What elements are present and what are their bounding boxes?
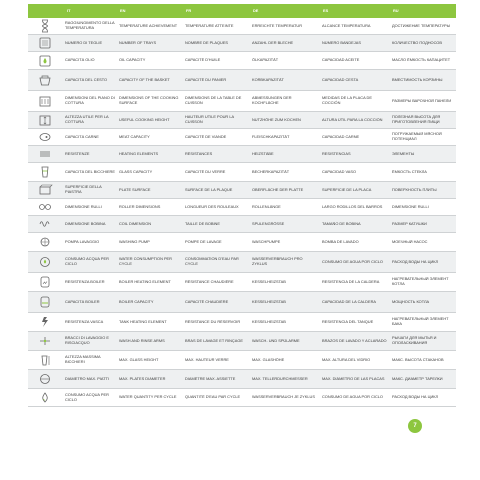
cell-en: MAX. GLASS HEIGHT — [119, 357, 159, 362]
cell-ru: МОЩНОСТЬ КОТЛА — [392, 299, 430, 304]
cell-ru: МАСЛО ЁМКОСТЬ КАПАЦИТЕТ — [392, 58, 451, 63]
cell-fr: CAPACITÉ D'HUILE — [185, 58, 221, 63]
plate-icon — [28, 183, 62, 197]
cell-en: MAX. PLATES DIAMETER — [119, 376, 166, 381]
cell-ru: ПОЛЕЗНАЯ ВЫСОТА ДЛЯ ПРИГОТОВЛЕНИЯ ПИЩИ — [392, 115, 441, 124]
cell-it: NUMERO DI TEGLIE — [65, 40, 103, 45]
cell-es: ALTURA ÚTIL PARA LA COCCIÓN — [322, 117, 383, 122]
cell-es: RESISTENCIAS — [322, 151, 351, 156]
cell-en: USEFUL COOKING HEIGHT — [119, 117, 170, 122]
table-row — [28, 389, 456, 407]
cell-en: BOILER CAPACITY — [119, 299, 154, 304]
coil-icon — [28, 217, 62, 231]
cell-fr: RÉSISTANCE DU RÉSERVOIR — [185, 319, 241, 324]
cell-fr: CAPACITÉ DE VIANDE — [185, 134, 227, 139]
cell-ru: ЭЛЕМЕНТЫ — [392, 151, 415, 156]
cell-fr: SURFACE DE LA PLAQUE — [185, 187, 233, 192]
glass-height-icon — [28, 353, 62, 367]
cell-ru: РАЗМЕР КАТУШКИ — [392, 221, 427, 226]
meat-icon — [28, 130, 62, 144]
cell-es: MAX. ALTURA DEL VIDRIO — [322, 357, 371, 362]
cell-fr: CONSOMMATION D'EAU PAR CYCLE — [185, 257, 239, 266]
table-row — [28, 35, 456, 52]
cell-de: KESSELHEIZSTAB — [252, 279, 286, 284]
cell-ru: МАКС. ДИАМЕТР ТАРЕЛКИ — [392, 376, 443, 381]
cell-es: MAX. DIÁMETRO DE LAS PLACAS — [322, 376, 385, 381]
table-row — [28, 91, 456, 112]
cell-ru: НАГРЕВАТЕЛЬНЫЙ ЭЛЕМЕНТ БАКА — [392, 317, 449, 326]
cell-it: DIMENSIONI DEL PIANO DI COTTURA — [65, 96, 115, 105]
cell-en: TANK HEATING ELEMENT — [119, 319, 167, 324]
cell-de: ANZAHL DER BLECHE — [252, 40, 294, 45]
cell-fr: POMPE DE LAVAGE — [185, 239, 222, 244]
trays-icon — [28, 36, 62, 50]
cell-it: ALTEZZA MASSIMA BICCHIERI — [65, 355, 101, 364]
cell-fr: TEMPERATURE ATTEINTE — [185, 23, 234, 28]
cell-it: RESISTENZE — [65, 151, 90, 156]
cell-it: BRACCI DI LAVAGGIO E RISCIACQUO — [65, 336, 109, 345]
cell-de: MAX. GLASHÖHE — [252, 357, 285, 362]
table-row — [28, 182, 456, 199]
cell-fr: CAPACITÉ DU PANIER — [185, 77, 227, 82]
cell-de: ÖLKAPAZITÄT — [252, 58, 279, 63]
cell-es: BOMBA DE LAVADO — [322, 239, 359, 244]
header-es: ES — [323, 8, 329, 13]
header-de: DE — [253, 8, 259, 13]
cell-fr: DIAMÈTRE MAX. ASSIETTE — [185, 376, 236, 381]
cell-it: ALTEZZA UTILE PER LA COTTURA — [65, 115, 109, 124]
cell-it: DIMENSIONE BOBINA — [65, 221, 106, 226]
pump-icon — [28, 235, 62, 249]
cell-it: CAPACITÀ OLIO — [65, 58, 95, 63]
plate-diameter-icon — [28, 372, 62, 386]
cell-es: MEDIDAS DE LA PLACA DE COCCIÓN — [322, 96, 372, 105]
cell-ru: ПОВЕРХНОСТЬ ПЛИТЫ — [392, 187, 437, 192]
cell-es: CONSUMO DE AGUA POR CICLO — [322, 395, 383, 400]
cell-en: WATER CONSUMPTION PER CYCLE — [119, 257, 172, 266]
cell-ru: КОЛИЧЕСТВО ПОДНОСОВ — [392, 40, 442, 45]
cell-it: DIAMETRO MAX. PIATTI — [65, 376, 110, 381]
cell-it: CAPACITÀ BOILER — [65, 299, 100, 304]
cell-it: CAPACITÀ DEL BICCHIERE — [65, 169, 115, 174]
cell-it: CAPACITÀ DEL CESTO — [65, 77, 108, 82]
cell-it: CONSUMO ACQUA PER CICLO — [65, 257, 109, 266]
water-consumption-icon — [28, 391, 62, 405]
cell-fr: NOMBRE DE PLAQUES — [185, 40, 229, 45]
cell-fr: CAPACITÉ DU VERRE — [185, 169, 226, 174]
cell-de: SPULENGRÖSSE — [252, 221, 285, 226]
cell-es: CAPACIDAD CESTA — [322, 77, 359, 82]
roller-icon — [28, 200, 62, 214]
cell-de: WASSERVERBRAUCH JE ZYKLUS — [252, 395, 315, 400]
cell-es: CAPACIDAD CARNE — [322, 134, 360, 139]
table-header — [28, 4, 456, 18]
glass-icon — [28, 165, 62, 179]
cell-ru: МАКС. ВЫСОТА СТАКАНОВ — [392, 357, 444, 362]
cell-fr: HAUTEUR UTILE POUR LA CUISSON — [185, 115, 234, 124]
cell-de: OBERFLÄCHE DER PLATTE — [252, 187, 304, 192]
cell-ru: РАСХОД ВОДЫ НА ЦИКЛ — [392, 259, 439, 264]
cell-en: DIMENSIONS OF THE COOKING SURFACE — [119, 96, 179, 105]
cell-de: KORBKAPAZITÄT — [252, 77, 284, 82]
cell-en: TEMPERATURE ACHIEVEMENT — [119, 23, 178, 28]
header-en: EN — [120, 8, 126, 13]
table-row — [28, 146, 456, 163]
cell-ru: НАГРЕВАТЕЛЬНЫЙ ЭЛЕМЕНТ КОТЛА — [392, 277, 449, 286]
cell-en: COIL DIMENSION — [119, 221, 152, 226]
page-number: 7 — [408, 419, 422, 433]
table-row — [28, 233, 456, 252]
cell-es: NÚMERO BANDEJAS — [322, 40, 361, 45]
cell-de: ABMESSUNGEN DER KOCHFLÄCHE — [252, 96, 292, 105]
cell-fr: DIMENSIONS DE LA TABLE DE CUISSON — [185, 96, 242, 105]
cell-de: NUTZHÖHE ZUM KOCHEN — [252, 117, 301, 122]
cell-ru: ДОСТИЖЕНИЕ ТЕМПЕРАТУРЫ — [392, 23, 451, 28]
cell-es: CONSUMO DE AGUA POR CICLO — [322, 259, 383, 264]
cell-it: RESISTENZA VASCA — [65, 319, 104, 324]
table-row — [28, 332, 456, 351]
table-body — [28, 18, 456, 407]
cell-fr: TAILLE DE BOBINE — [185, 221, 220, 226]
cell-it: POMPA LAVAGGIO — [65, 239, 100, 244]
cell-es: RESISTENCIA DE LA CALDERA — [322, 279, 380, 284]
cell-de: FLEISCHKAPAZITÄT — [252, 134, 290, 139]
cell-es: SUPERFICIE DE LA PLACA — [322, 187, 372, 192]
table-row — [28, 70, 456, 91]
table-row — [28, 52, 456, 70]
table-row — [28, 163, 456, 182]
cell-en: WASHING PUMP — [119, 239, 150, 244]
cell-en: HEATING ELEMENTS — [119, 151, 159, 156]
cell-de: MAX. TELLERDURCHMESSER — [252, 376, 308, 381]
cell-de: ROLLENLÄNGE — [252, 204, 281, 209]
cell-ru: РЫЧАГИ ДЛЯ МЫТЬЯ И ОПОЛАСКИВАНИЯ — [392, 336, 437, 345]
cell-en: OIL CAPACITY — [119, 58, 146, 63]
cell-ru: ЁМКОСТЬ СТЕКЛА — [392, 169, 427, 174]
table-row — [28, 112, 456, 129]
oil-drop-icon — [28, 54, 62, 68]
table-row — [28, 273, 456, 292]
cell-en: BOILER HEATING ELEMENT — [119, 279, 171, 284]
cell-en: MEAT CAPACITY — [119, 134, 150, 139]
cell-en: CAPACITY OF THE BASKET — [119, 77, 170, 82]
table-row — [28, 199, 456, 216]
cell-it: DIMENSIONE RULLI — [65, 204, 102, 209]
table-row — [28, 129, 456, 146]
cell-es: BRAZOS DE LAVADO Y ACLARADO — [322, 338, 387, 343]
cell-it: CONSUMO ACQUA PER CICLO — [65, 392, 109, 402]
cell-fr: LONGUEUR DES ROULEAUX — [185, 204, 239, 209]
cell-de: WASCH- UND SPÜLARME — [252, 338, 300, 343]
boiler-icon — [28, 295, 62, 309]
cell-de: BECHERKAPAZITÄT — [252, 169, 290, 174]
cell-en: PLATE SURFACE — [119, 187, 151, 192]
table-row — [28, 351, 456, 370]
cell-ru: РАЗМЕРЫ ВАРОЧНОЙ ПАНЕЛИ — [392, 98, 452, 103]
boiler-element-icon — [28, 275, 62, 289]
cell-en: WASH AND RINSE ARMS — [119, 338, 165, 343]
cell-en: GLASS CAPACITY — [119, 169, 153, 174]
cell-it: RAGGIUNGIMENTO DELLA TEMPERATURA — [65, 21, 115, 30]
cooking-surface-icon — [28, 94, 62, 108]
heating-elements-icon — [28, 147, 62, 161]
cell-de: KESSELHEIZSTAB — [252, 299, 286, 304]
cell-it: RESISTENZA BOILER — [65, 279, 105, 284]
cell-es: CAPACIDAD VASO — [322, 169, 357, 174]
water-cycle-icon — [28, 255, 62, 269]
table-row — [28, 252, 456, 273]
glossary-table — [28, 4, 456, 407]
cell-es: CAPACIDAD ACEITE — [322, 58, 360, 63]
cell-en: ROLLER DIMENSIONS — [119, 204, 161, 209]
cell-es: CAPACIDAD DE LA CALDERA — [322, 299, 376, 304]
cell-es: ALCANCE TEMPERATURA — [322, 23, 371, 28]
tank-element-icon — [28, 315, 62, 329]
cell-de: WASSERVERBRAUCH PRO ZYKLUS — [252, 257, 303, 266]
table-row — [28, 18, 456, 35]
height-icon — [28, 113, 62, 127]
cell-it: SUPERFICIE DELLA PIASTRA — [65, 185, 102, 194]
cell-de: WASCHPUMPE — [252, 239, 281, 244]
header-it: IT — [67, 8, 71, 13]
cell-en: WATER QUANTITY PER CYCLE — [119, 395, 177, 400]
cell-fr: BRAS DE LAVAGE ET RINÇAGE — [185, 338, 243, 343]
table-row — [28, 292, 456, 313]
cell-fr: RÉSISTANCE CHAUDIÈRE — [185, 279, 234, 284]
cell-es: LARGO RODILLOS DEL BARROS — [322, 204, 383, 209]
cell-ru: ПОГРУЖАЕМЫЙ МЯСНОЙ ПОТЕНЦИАЛ — [392, 132, 442, 141]
cell-fr: RÉSISTANCES — [185, 151, 213, 156]
cell-es: RESISTENCIA DEL TANQUE — [322, 319, 374, 324]
cell-ru: МОЕЧНЫЙ НАСОС — [392, 239, 428, 244]
header-ru: RU — [393, 8, 399, 13]
cell-en: NUMBER OF TRAYS — [119, 40, 157, 45]
cell-de: HEIZSTÄBE — [252, 151, 274, 156]
cell-de: ERREICHTE TEMPERATUR — [252, 23, 303, 28]
cell-it: CAPACITÀ CARNE — [65, 134, 99, 139]
cell-ru: РАСХОД ВОДЫ НА ЦИКЛ — [392, 395, 439, 400]
cell-fr: CAPACITÉ CHAUDIÈRE — [185, 299, 229, 304]
cell-fr: QUANTITÉ D'EAU PAR CYCLE — [185, 395, 241, 400]
cell-es: TAMAÑO DE BOBINA — [322, 221, 361, 226]
rinse-arms-icon — [28, 334, 62, 348]
cell-ru: ВМЕСТИМОСТЬ КОРЗИНЫ — [392, 77, 443, 82]
cell-ru: DIMENSIONE RULLI — [392, 204, 429, 209]
basket-icon — [28, 73, 62, 87]
header-fr: FR — [186, 8, 192, 13]
table-row — [28, 313, 456, 332]
cell-de: KESSELHEIZSTAB — [252, 319, 286, 324]
table-row — [28, 370, 456, 389]
table-row — [28, 216, 456, 233]
hourglass-icon — [28, 19, 62, 33]
cell-fr: MAX. HAUTEUR VERRE — [185, 357, 229, 362]
